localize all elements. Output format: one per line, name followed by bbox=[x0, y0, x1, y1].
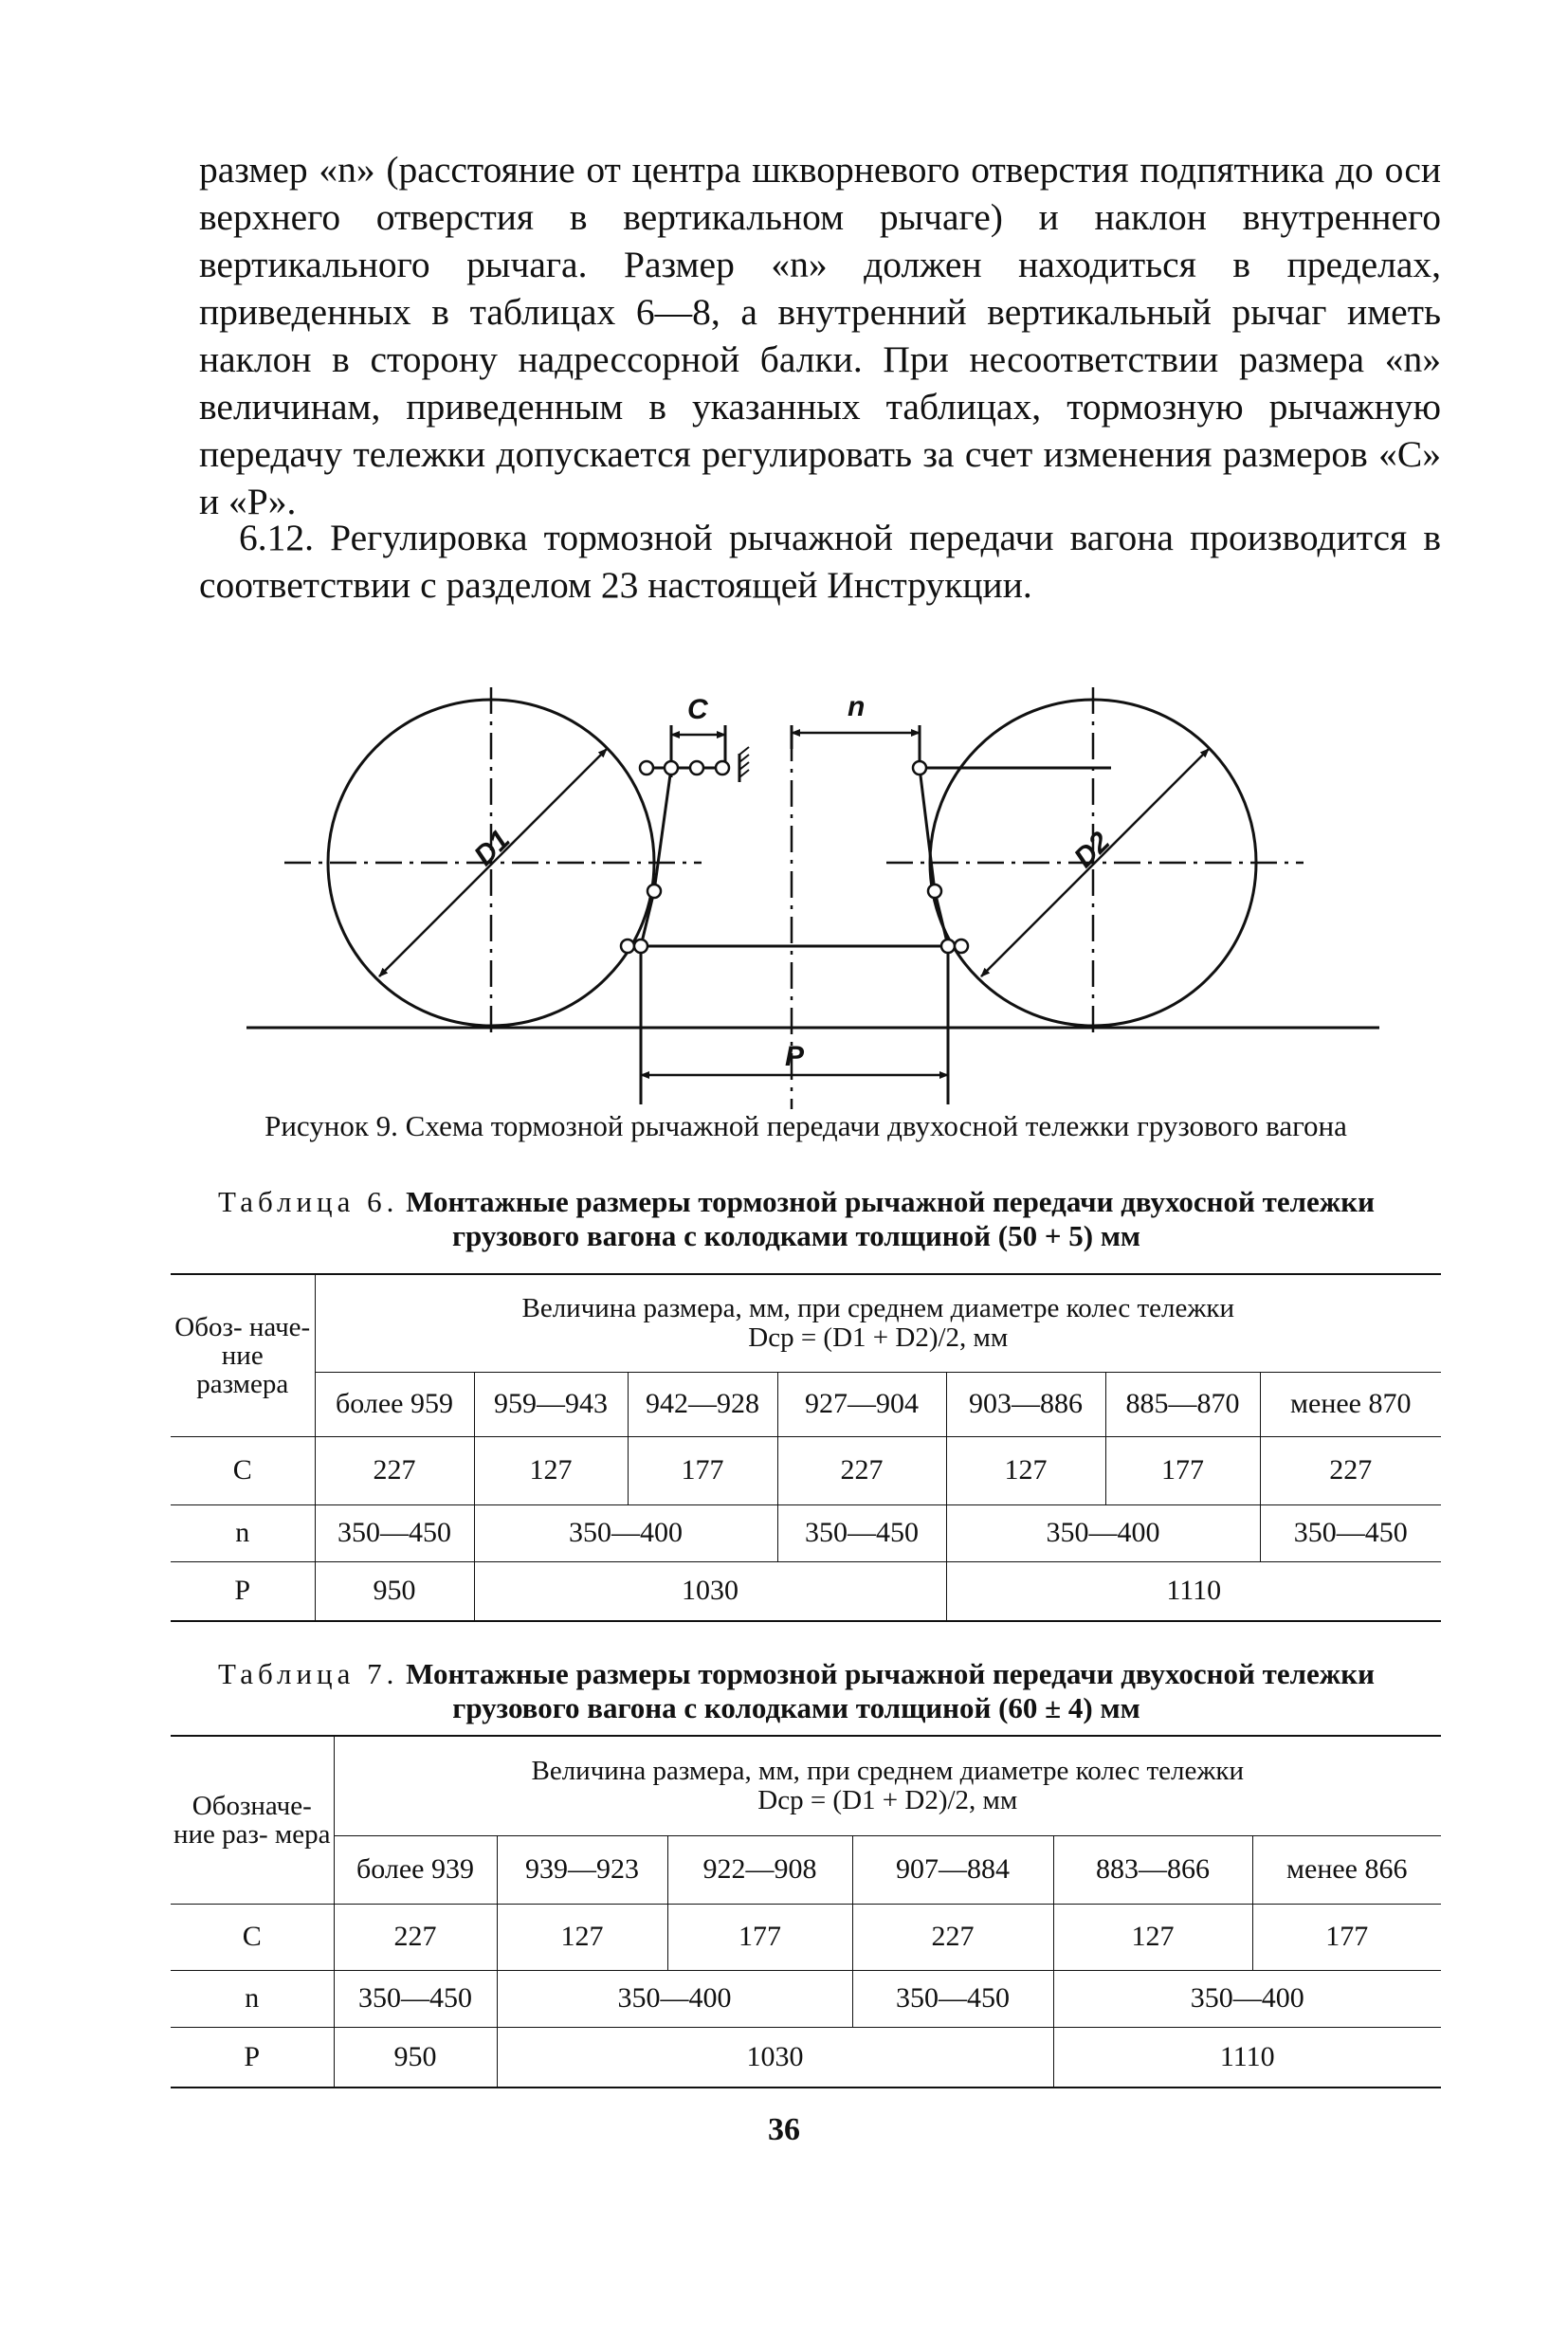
table6-cell: 177 bbox=[628, 1436, 777, 1504]
label-n: n bbox=[848, 691, 866, 722]
table6-span-header-line2: Dср = (D1 + D2)/2, мм bbox=[748, 1322, 1009, 1353]
table7-row-label: n bbox=[171, 1970, 334, 2027]
table7-col0-header: Обозначе- ние раз- мера bbox=[171, 1736, 334, 1904]
table6-range: 959—943 bbox=[474, 1372, 628, 1436]
table7-cell: 350—400 bbox=[1053, 1970, 1441, 2027]
table6-cell: 1030 bbox=[474, 1561, 946, 1621]
table6-cell: 1110 bbox=[946, 1561, 1441, 1621]
table6-col0-header: Обоз- наче- ние размера bbox=[171, 1274, 315, 1436]
table7-label: Таблица 7. bbox=[218, 1657, 399, 1690]
table6-row-label: Р bbox=[171, 1561, 315, 1621]
table6-row-p bbox=[171, 1561, 1441, 1621]
page-number: 36 bbox=[768, 2112, 800, 2147]
table6-cell: 950 bbox=[315, 1561, 474, 1621]
table6-cell: 350—450 bbox=[315, 1504, 474, 1561]
table7-row-n bbox=[171, 1970, 1441, 2027]
table6-cell: 350—400 bbox=[474, 1504, 777, 1561]
paragraph-1: размер «n» (расстояние от центра шкворневого отверстия подпятника до оси верхнего отверстия в вертикальном рычаге) и наклон внутреннего вертикального рычага. Размер «n» должен находиться в пределах, приведенных в таблицах 6—8, а внутренний вертикальный рычаг иметь наклон в сторону надрессорной балки. При несоответствии размера «n» величинам, приведенным в указанных таблицах, тормозную рычажную передачу тележки допускается регулировать за счет изменения размеров «C» и «P». bbox=[199, 149, 1441, 522]
table6-range: более 959 bbox=[315, 1372, 474, 1436]
table7-cell: 177 bbox=[667, 1904, 852, 1970]
table7-cell: 127 bbox=[1053, 1904, 1252, 1970]
table6-row-label: С bbox=[171, 1436, 315, 1504]
label-d1: D1 bbox=[467, 824, 517, 872]
table6-cell: 227 bbox=[1260, 1436, 1441, 1504]
table6-cell: 350—450 bbox=[1260, 1504, 1441, 1561]
table7-range: 939—923 bbox=[497, 1835, 667, 1904]
table6-cell: 127 bbox=[946, 1436, 1105, 1504]
table7-row-label: С bbox=[171, 1904, 334, 1970]
table6-range: менее 870 bbox=[1260, 1372, 1441, 1436]
table7-span-header-line1: Величина размера, мм, при среднем диаметре колес тележки bbox=[531, 1755, 1245, 1786]
table-6 bbox=[171, 1273, 1441, 1622]
table7-cell: 227 bbox=[334, 1904, 497, 1970]
label-d2: D2 bbox=[1067, 826, 1117, 874]
table7-cell: 1030 bbox=[497, 2027, 1053, 2088]
table7-cell: 950 bbox=[334, 2027, 497, 2088]
table7-row-p bbox=[171, 2027, 1441, 2088]
table6-row-c bbox=[171, 1436, 1441, 1504]
table7-cell: 350—400 bbox=[497, 1970, 852, 2027]
table6-caption bbox=[152, 1185, 1441, 1253]
label-c: C bbox=[687, 694, 708, 725]
table6-row-label: n bbox=[171, 1504, 315, 1561]
table7-cell: 127 bbox=[497, 1904, 667, 1970]
table6-cell: 127 bbox=[474, 1436, 628, 1504]
table6-row-n bbox=[171, 1504, 1441, 1561]
table6-range: 927—904 bbox=[777, 1372, 946, 1436]
paragraph-2: 6.12. Регулировка тормозной рычажной передачи вагона производится в соответствии с разделом 23 настоящей Инструкции. bbox=[199, 517, 1441, 606]
table-7 bbox=[171, 1735, 1441, 2088]
table6-cell: 350—450 bbox=[777, 1504, 946, 1561]
table6-cell: 350—400 bbox=[946, 1504, 1260, 1561]
table6-span-header-line1: Величина размера, мм, при среднем диаметре колес тележки bbox=[521, 1292, 1235, 1323]
table6-cell: 227 bbox=[777, 1436, 946, 1504]
table7-row-c bbox=[171, 1904, 1441, 1970]
table7-range: 922—908 bbox=[667, 1835, 852, 1904]
table6-span-header bbox=[315, 1274, 1441, 1372]
table7-span-header-line2: Dср = (D1 + D2)/2, мм bbox=[757, 1784, 1018, 1815]
table7-cell: 350—450 bbox=[852, 1970, 1053, 2027]
lever-hinges bbox=[621, 761, 968, 953]
table7-cell: 177 bbox=[1252, 1904, 1441, 1970]
table7-range: менее 866 bbox=[1252, 1835, 1441, 1904]
table7-range: 907—884 bbox=[852, 1835, 1053, 1904]
table7-span-header bbox=[334, 1736, 1441, 1835]
table6-range: 942—928 bbox=[628, 1372, 777, 1436]
table7-cell: 350—450 bbox=[334, 1970, 497, 2027]
table7-row-label: Р bbox=[171, 2027, 334, 2088]
table6-range: 885—870 bbox=[1105, 1372, 1260, 1436]
table6-cell: 177 bbox=[1105, 1436, 1260, 1504]
table7-cell: 227 bbox=[852, 1904, 1053, 1970]
table7-range: 883—866 bbox=[1053, 1835, 1252, 1904]
table6-range: 903—886 bbox=[946, 1372, 1105, 1436]
brake-lever-diagram bbox=[190, 673, 1422, 1119]
figure-caption: Рисунок 9. Схема тормозной рычажной передачи двухосной тележки грузового вагона bbox=[264, 1109, 1347, 1142]
table6-title: Монтажные размеры тормозной рычажной передачи двухосной тележки грузового вагона с колодками толщиной (50 + 5) мм bbox=[406, 1185, 1375, 1252]
label-p: P bbox=[785, 1041, 805, 1072]
table7-range: более 939 bbox=[334, 1835, 497, 1904]
table6-label: Таблица 6. bbox=[218, 1185, 399, 1218]
table7-cell: 1110 bbox=[1053, 2027, 1441, 2088]
table7-caption bbox=[152, 1657, 1441, 1725]
table6-cell: 227 bbox=[315, 1436, 474, 1504]
table7-title: Монтажные размеры тормозной рычажной передачи двухосной тележки грузового вагона с колодками толщиной (60 ± 4) мм bbox=[406, 1657, 1375, 1724]
